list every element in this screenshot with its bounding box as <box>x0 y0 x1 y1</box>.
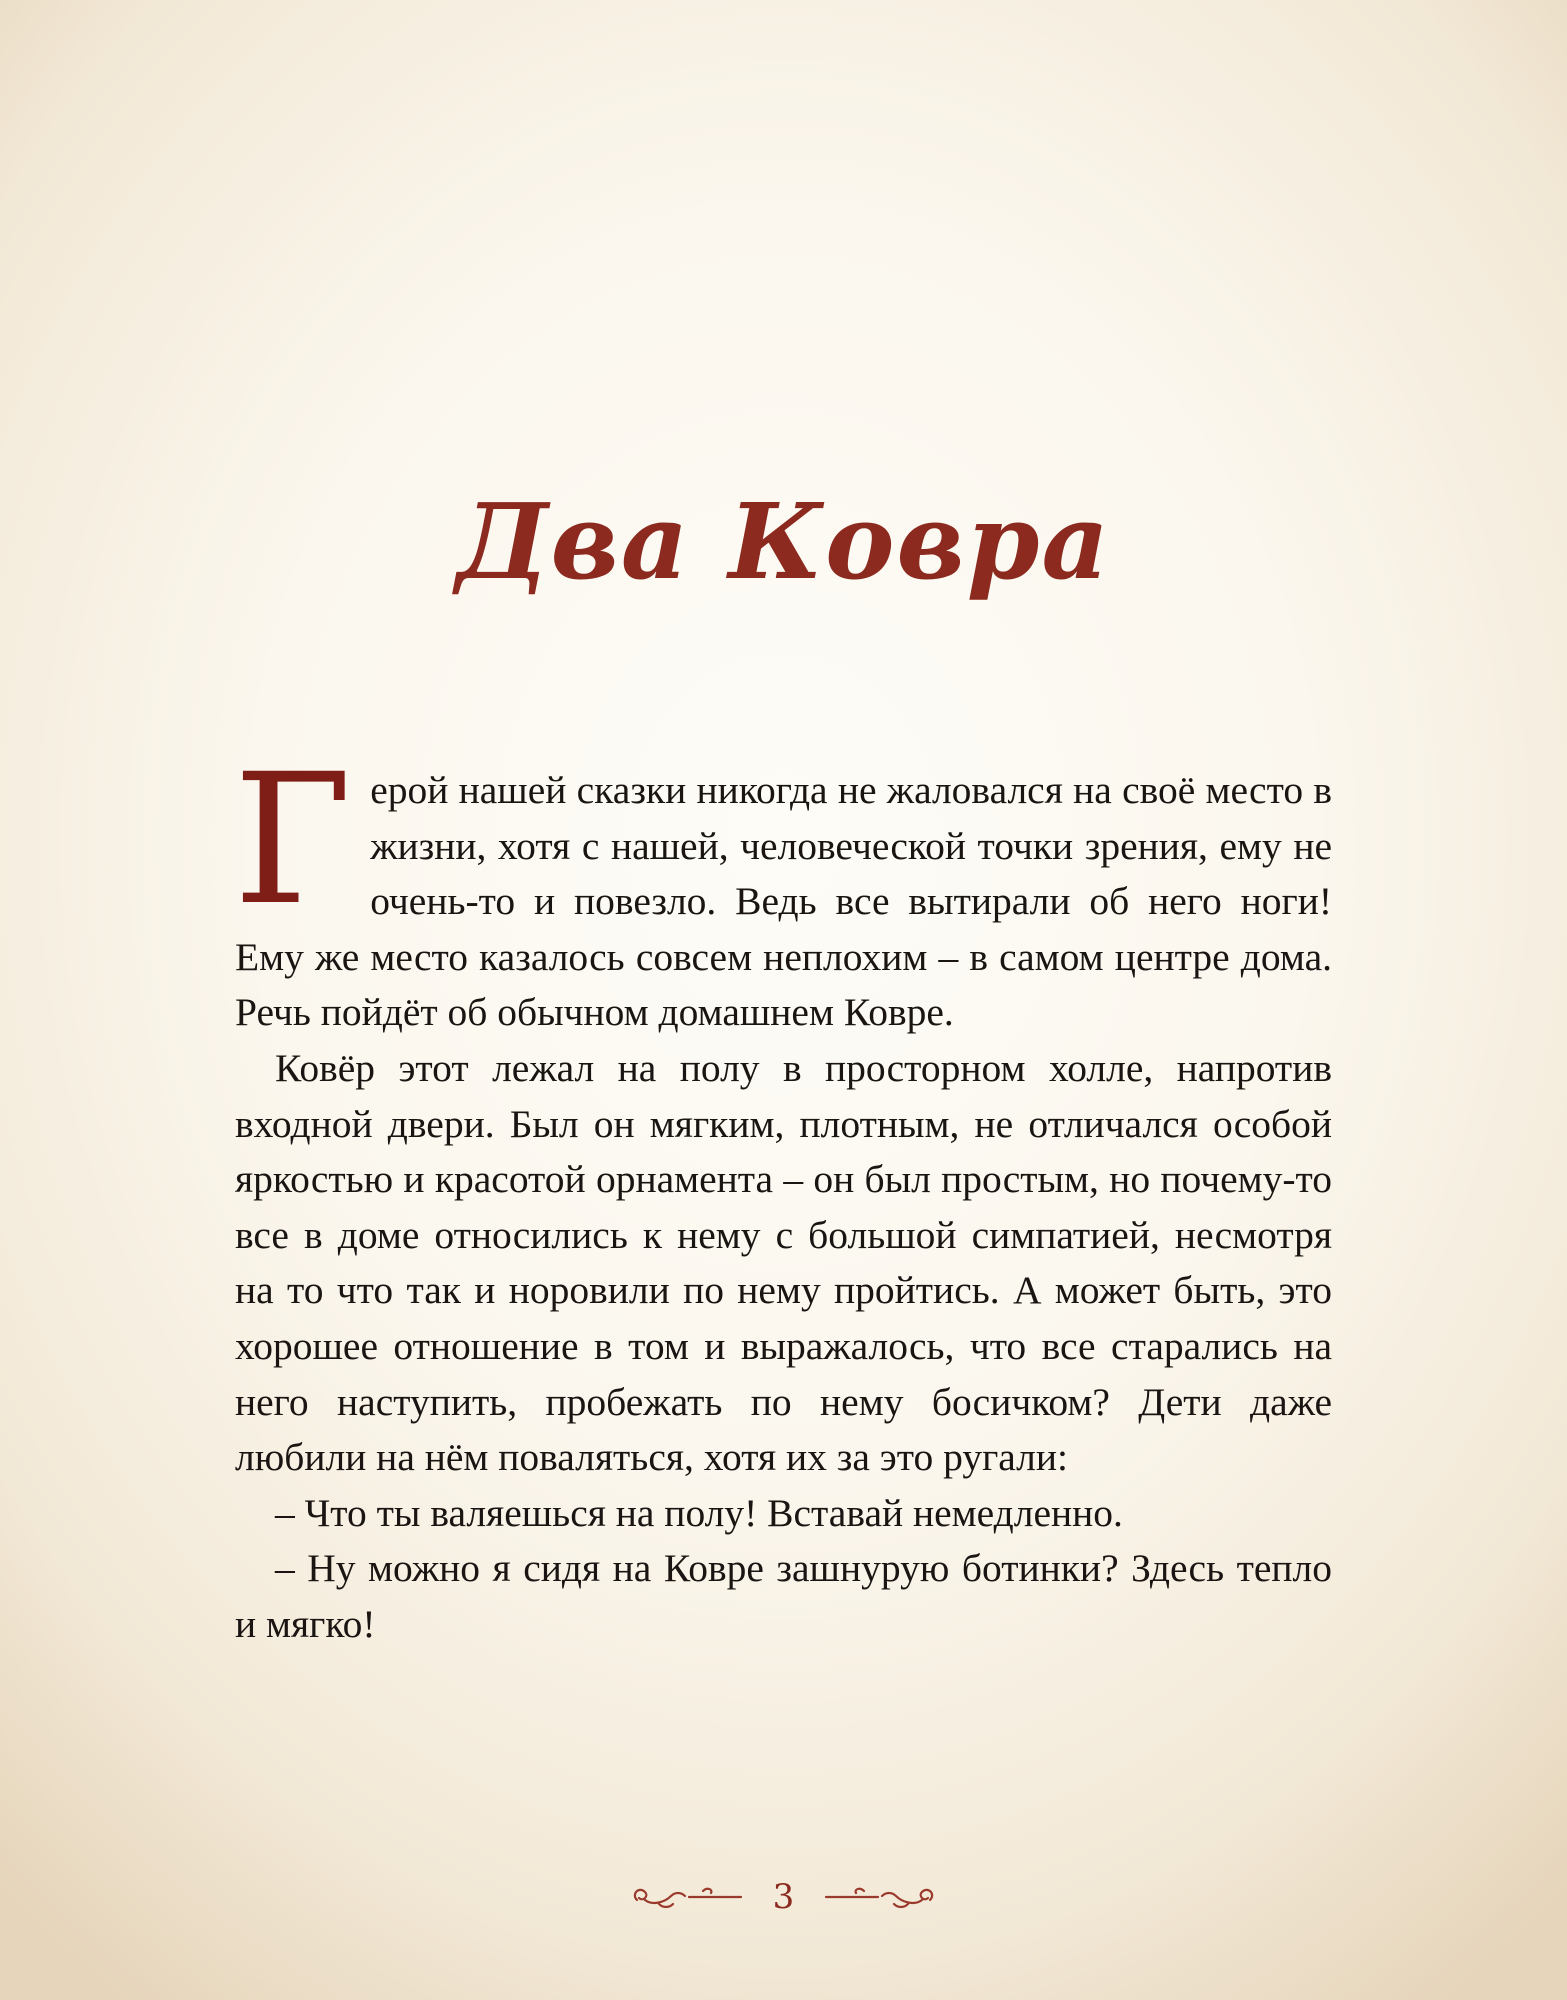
flourish-right-icon <box>808 1880 938 1914</box>
story-body <box>233 736 1332 1653</box>
page-footer <box>0 1877 1567 1917</box>
paragraph-1 <box>233 736 1332 1041</box>
drop-cap-letter: Г <box>233 736 353 945</box>
paragraph-1-text: ерой нашей сказки никогда не жаловался на своё место в жизни, хотя с нашей, человеческой точки зрения, ему не очень-то и повезло. Ведь все вытирали об него ноги! Ему же место казалось совсем неплохим – в самом центре дома. Речь пойдёт об обычном домашнем Ковре. <box>235 768 1332 1035</box>
page-number: 3 <box>772 1877 795 1917</box>
flourish-left-icon <box>629 1880 759 1914</box>
paragraph-2: Ковёр этот лежал на полу в просторном холле, напротив входной двери. Был он мягким, плотным, не отличался особой яркостью и красотой орнамента – он был простым, но почему-то все в доме относились к нему с большой симпатией, несмотря на то что так и норовили по нему пройтись. А может быть, это хорошее отношение в том и выражалось, что все старались на него наступить, пробежать по нему босичком? Дети даже любили на нём поваляться, хотя их за это ругали: <box>235 1045 1332 1480</box>
dialogue-line-1: – Что ты валяешься на полу! Вставай немедленно. <box>275 1490 1123 1535</box>
dialogue-line-2: – Ну можно я сидя на Ковре зашнурую ботинки? Здесь тепло и мягко! <box>235 1546 1332 1646</box>
story-title: Два Ковра <box>456 479 1111 603</box>
